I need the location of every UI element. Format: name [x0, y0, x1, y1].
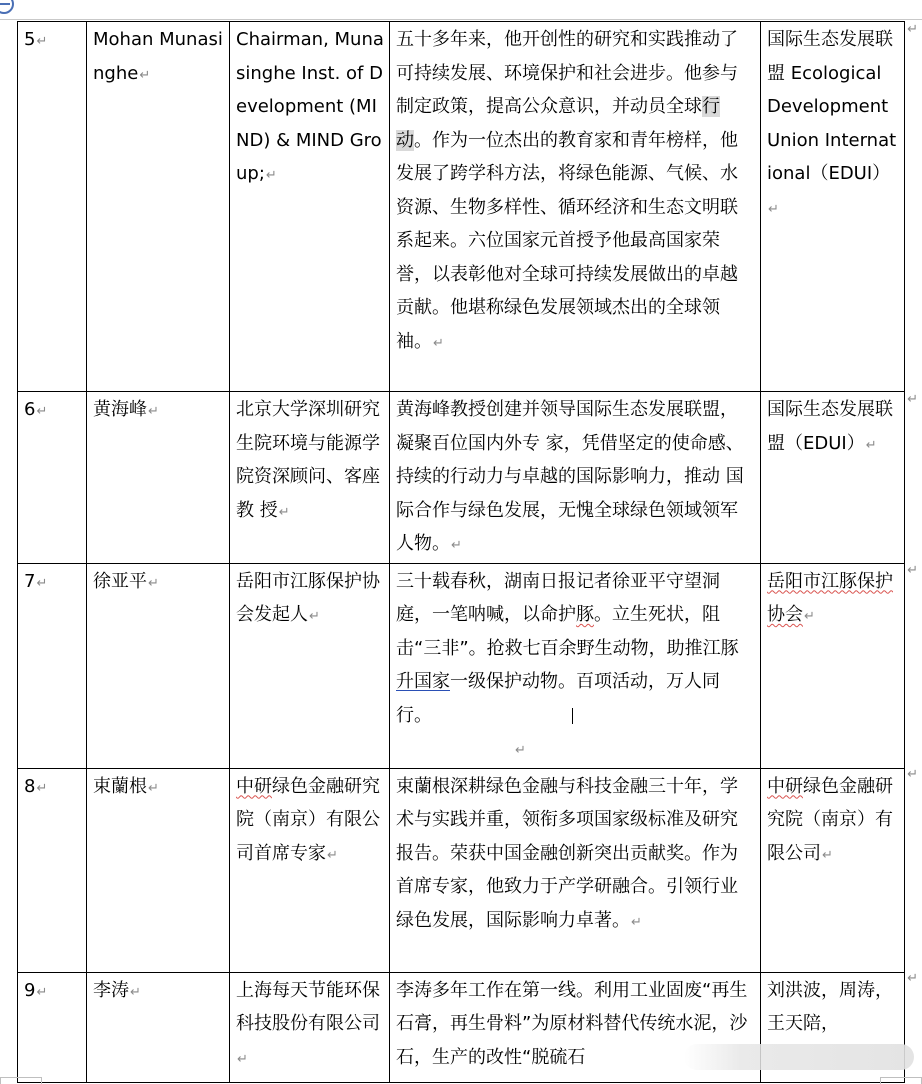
description-text: 黄海峰教授创建并领导国际生态发展联盟，凝聚百位国内外专 家，凭借坚定的使命感、持续的行动力与卓越的国际影响力，推动 国际合作与绿色发展，无愧全球绿色领域领军人物。	[396, 399, 744, 554]
awardee-table	[17, 21, 905, 1083]
highlighted-text: 行动	[396, 96, 720, 151]
name-cell[interactable]	[87, 22, 230, 392]
row-number: 5	[24, 29, 36, 50]
paragraph-mark-icon: ↵	[451, 538, 462, 553]
paragraph-mark-icon: ↵	[309, 609, 320, 624]
row-end-mark-icon: ↵	[907, 22, 918, 37]
table-row	[18, 768, 905, 972]
description-cell[interactable]	[390, 392, 761, 564]
row-number-cell[interactable]	[18, 768, 87, 972]
spelling-flag-text[interactable]: 中研	[767, 775, 803, 797]
awardee-title: Chairman, Munasinghe Inst. of Development (MIND) & MIND Group;	[236, 29, 384, 184]
organization-name: 岳阳市江豚保护协会	[767, 570, 893, 625]
paragraph-mark-icon: ↵	[139, 67, 151, 83]
awardee-name: Mohan Munasinghe	[93, 29, 223, 84]
awardee-name: 束蘭根	[93, 775, 147, 797]
description-cell[interactable]	[390, 22, 761, 392]
paragraph-mark-icon: ↵	[822, 847, 833, 863]
name-cell[interactable]	[87, 972, 230, 1082]
paragraph-mark-icon: ↵	[148, 575, 159, 591]
row-number: 7	[24, 570, 36, 592]
description-cell[interactable]	[390, 768, 761, 972]
paragraph-mark-icon: ↵	[36, 575, 48, 591]
paragraph-mark-icon: ↵	[148, 404, 159, 419]
paragraph-mark-icon: ↵	[768, 201, 779, 217]
paragraph-mark-icon: ↵	[36, 780, 48, 796]
page-edge-mark	[0, 1077, 42, 1084]
name-cell[interactable]	[87, 563, 230, 768]
description-text: 束蘭根深耕绿色金融与科技金融三十年，学术与实践并重，领衔多项国家级标准及研究报告。荣获中国金融创新突出贡献奖。作为首席专家，他致力于产学研融合。引领行业绿色发展，国际影响力卓著。	[396, 775, 738, 931]
table-row	[18, 392, 905, 564]
name-cell[interactable]	[87, 768, 230, 972]
description-text: 三十载春秋，湖南日报记者徐亚平守望洞庭，一笔呐喊，以命护	[396, 570, 720, 625]
row-end-mark-icon: ↵	[907, 392, 918, 407]
organization-cell[interactable]	[761, 392, 905, 564]
paragraph-mark-icon: ↵	[327, 847, 338, 863]
description-text-cont: 。作为一位杰出的教育家和青年榜样，他发展了跨学科方法，将绿色能源、气候、水资源、生物多样性、循环经济和生态文明联系起来。六位国家元首授予他最高国家荣誉，以表彰他对全球可持续发展做出的卓越贡献。他堪称绿色发展领域杰出的全球领袖。	[396, 129, 738, 352]
organization-name: 绿色金融研究院（南京）有限公司	[767, 775, 893, 864]
spelling-flag-text[interactable]: 中研	[236, 775, 272, 797]
spelling-flag-text[interactable]: 豚	[576, 604, 594, 625]
organization-cell[interactable]	[761, 563, 905, 768]
table-row	[18, 22, 905, 392]
row-number: 6	[24, 399, 36, 420]
row-number-cell[interactable]	[18, 392, 87, 564]
text-cursor	[572, 708, 573, 724]
watermark-overlay	[684, 1044, 914, 1070]
title-cell[interactable]	[230, 563, 390, 768]
title-cell[interactable]	[230, 22, 390, 392]
paragraph-mark-icon: ↵	[130, 984, 141, 1000]
paragraph-mark-icon: ↵	[804, 609, 815, 624]
paragraph-mark-icon: ↵	[865, 437, 877, 453]
description-text: 五十多年来，他开创性的研究和实践推动了可持续发展、环境保护和社会进步。他参与制定政策，提高公众意识，并动员全球	[396, 29, 738, 117]
paragraph-mark-icon: ↵	[515, 743, 526, 758]
name-cell[interactable]	[87, 392, 230, 564]
awardee-name: 黄海峰	[93, 399, 147, 420]
paragraph-mark-icon: ↵	[148, 780, 159, 796]
title-cell[interactable]	[230, 972, 390, 1082]
row-number-cell[interactable]	[18, 972, 87, 1082]
description-text-cont: 。立生死状，阻击“三非”。抢救七百余野生动物，助推江豚	[396, 604, 739, 659]
title-cell[interactable]	[230, 392, 390, 564]
paragraph-mark-icon: ↵	[36, 404, 48, 419]
awardee-title: 上海每天节能环保科技股份有限公司	[236, 979, 380, 1034]
paragraph-mark-icon: ↵	[631, 914, 642, 930]
row-number-cell[interactable]	[18, 563, 87, 768]
organization-cell[interactable]	[761, 768, 905, 972]
title-cell[interactable]	[230, 768, 390, 972]
awardee-title: 绿色金融研究院（南京）有限公司首席专家	[236, 775, 380, 864]
awardee-name: 徐亚平	[93, 570, 147, 592]
awardee-title: 北京大学深圳研究生院环境与能源学院资深顾问、客座教 授	[236, 399, 380, 521]
row-number-cell[interactable]	[18, 22, 87, 392]
paragraph-mark-icon: ↵	[237, 1051, 248, 1067]
page-edge-mark	[880, 1077, 922, 1084]
paragraph-mark-icon: ↵	[36, 984, 48, 1000]
row-end-mark-icon: ↵	[907, 971, 918, 986]
row-end-mark-icon: ↵	[907, 563, 918, 578]
awardee-title: 岳阳市江豚保护协会发起人	[236, 570, 380, 625]
page-top-border	[0, 19, 922, 20]
table-move-handle-icon[interactable]	[0, 0, 14, 14]
description-text-end: 一级保护动物。百项活动，万人同行。	[396, 671, 720, 726]
table-row	[18, 563, 905, 768]
organization-name: 国际生态发展联盟 Ecological Development Union International（EDUI）	[767, 29, 897, 184]
paragraph-mark-icon: ↵	[433, 335, 444, 351]
row-end-mark-icon: ↵	[907, 767, 918, 782]
organization-name: 刘洪波，周涛，王天陪，	[767, 979, 893, 1034]
row-number: 9	[24, 979, 36, 1001]
description-cell[interactable]	[390, 563, 761, 768]
grammar-flag-text[interactable]: 升国家	[396, 671, 450, 692]
row-number: 8	[24, 775, 36, 797]
organization-cell[interactable]	[761, 22, 905, 392]
paragraph-mark-icon: ↵	[265, 168, 277, 183]
description-text: 李涛多年工作在第一线。利用工业固废“再生石膏，再生骨料”为原材料替代传统水泥，沙石，生产的改性“脱硫石	[396, 979, 748, 1068]
organization-name: 国际生态发展联盟（EDUI）	[767, 399, 893, 454]
paragraph-mark-icon: ↵	[36, 34, 48, 49]
paragraph-mark-icon: ↵	[278, 504, 290, 520]
awardee-name: 李涛	[93, 979, 129, 1001]
